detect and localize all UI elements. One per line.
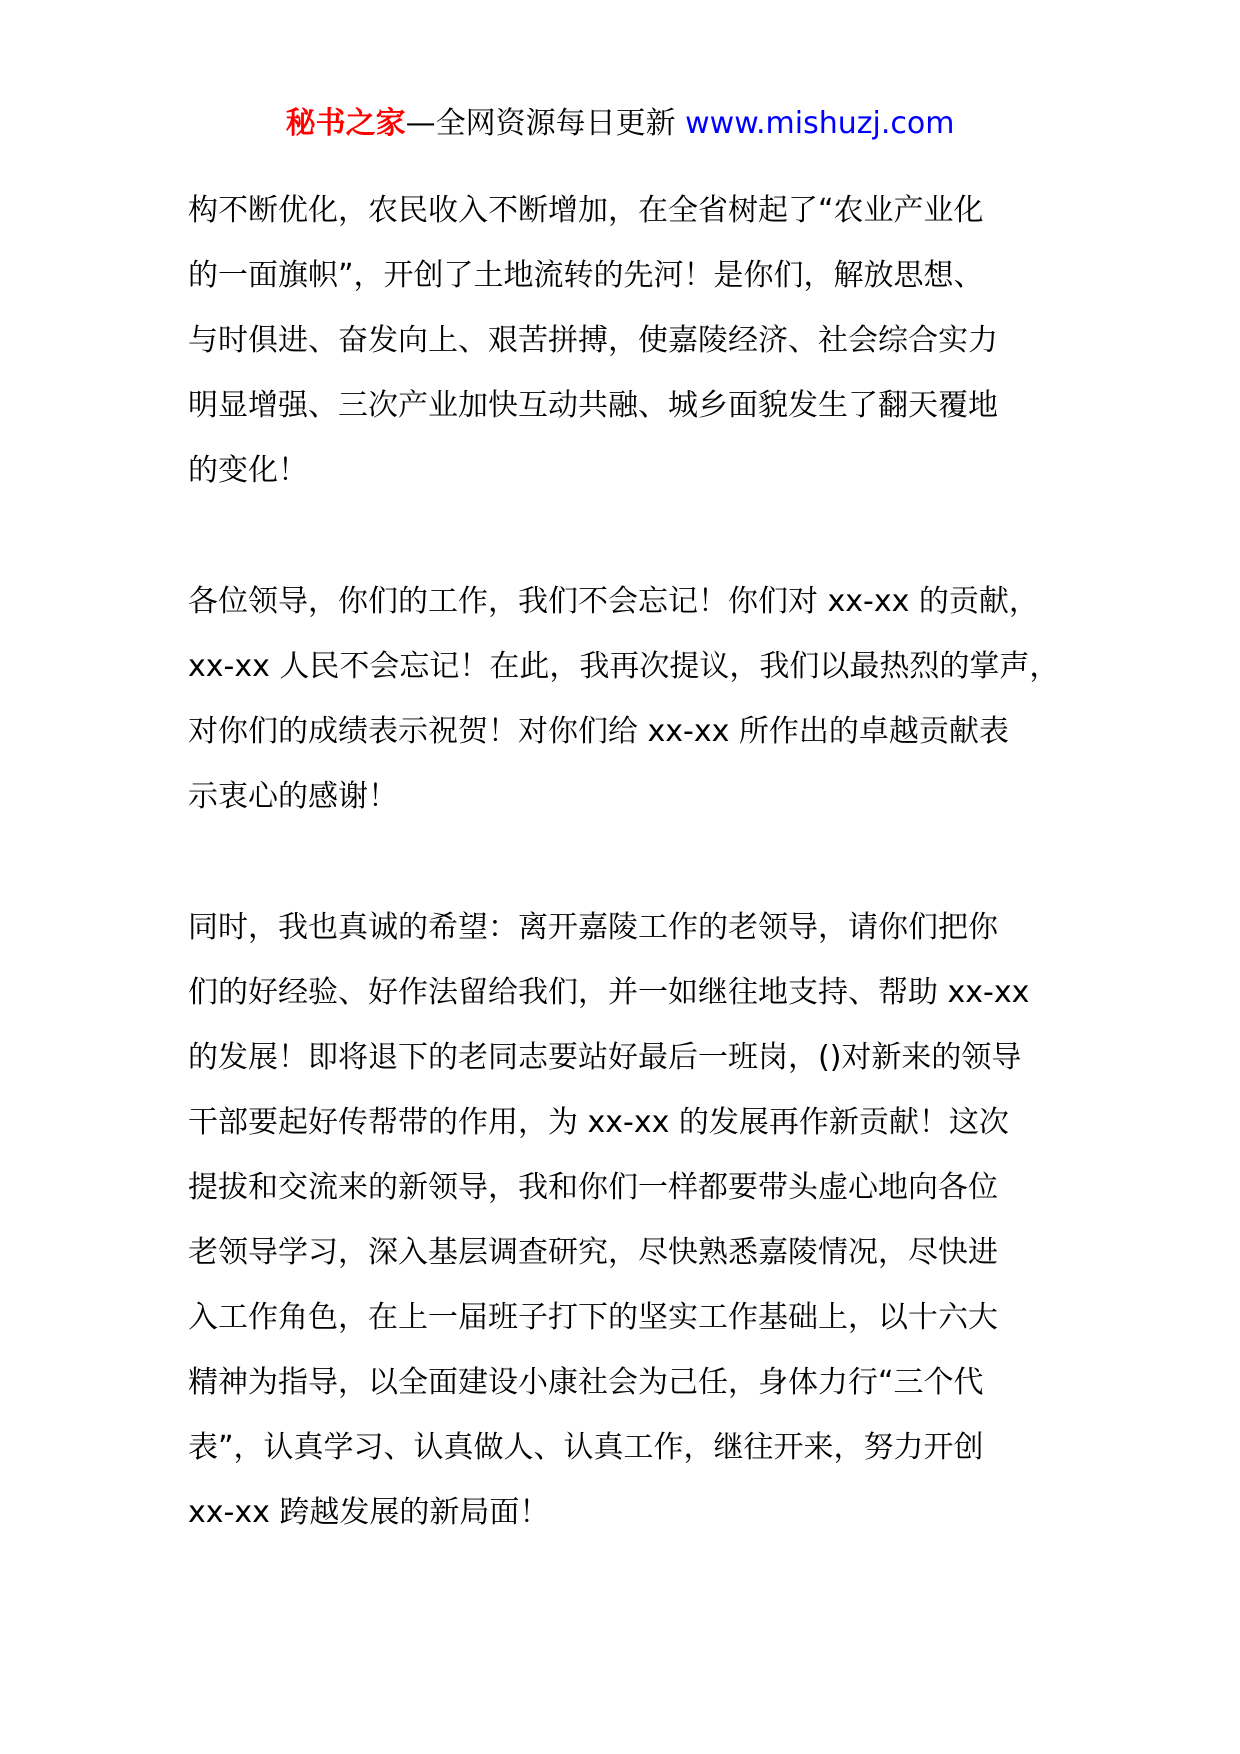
text-line: 的变化！ [188,453,308,488]
text-line: 与时俱进、奋发向上、艰苦拼搏，使嘉陵经济、社会综合实力 [188,323,998,358]
text-line: 构不断优化，农民收入不断增加，在全省树起了“农业产业化 [188,193,984,228]
text-line: 表”，认真学习、认真做人、认真工作，继往开来，努力开创 [188,1430,984,1465]
page-header [0,100,1240,148]
text-line: 们的好经验、好作法留给我们，并一如继往地支持、帮助 xx-xx [188,975,1030,1010]
paragraph-3 [188,895,1068,1545]
text-line: 各位领导，你们的工作，我们不会忘记！你们对 xx-xx 的贡献， [188,584,1039,619]
text-line: 示衷心的感谢！ [188,779,398,814]
text-line: xx-xx 跨越发展的新局面！ [188,1495,550,1530]
brand-name: 秘书之家 [285,106,406,141]
text-line: 的发展！即将退下的老同志要站好最后一班岗，()对新来的领导 [188,1040,1022,1075]
text-line: 明显增强、三次产业加快互动共融、城乡面貌发生了翻天覆地 [188,388,998,423]
text-line: 对你们的成绩表示祝贺！对你们给 xx-xx 所作出的卓越贡献表 [188,714,1009,749]
header-tagline: —全网资源每日更新 [405,106,686,141]
text-line: 精神为指导，以全面建设小康社会为己任，身体力行“三个代 [188,1365,984,1400]
text-line: xx-xx 人民不会忘记！在此，我再次提议，我们以最热烈的掌声， [188,649,1060,684]
text-line: 的一面旗帜”，开创了土地流转的先河！是你们，解放思想、 [188,258,984,293]
site-url-link[interactable]: www.mishuzj.com [685,106,955,141]
text-line: 同时，我也真诚的希望：离开嘉陵工作的老领导，请你们把你 [188,910,998,945]
text-line: 干部要起好传帮带的作用，为 xx-xx 的发展再作新贡献！这次 [188,1105,1009,1140]
paragraph-1 [188,178,1068,503]
document-body [188,178,1068,1611]
text-line: 老领导学习，深入基层调查研究，尽快熟悉嘉陵情况，尽快进 [188,1235,998,1270]
text-line: 提拔和交流来的新领导，我和你们一样都要带头虚心地向各位 [188,1170,998,1205]
paragraph-2 [188,569,1068,829]
text-line: 入工作角色，在上一届班子打下的坚实工作基础上，以十六大 [188,1300,998,1335]
